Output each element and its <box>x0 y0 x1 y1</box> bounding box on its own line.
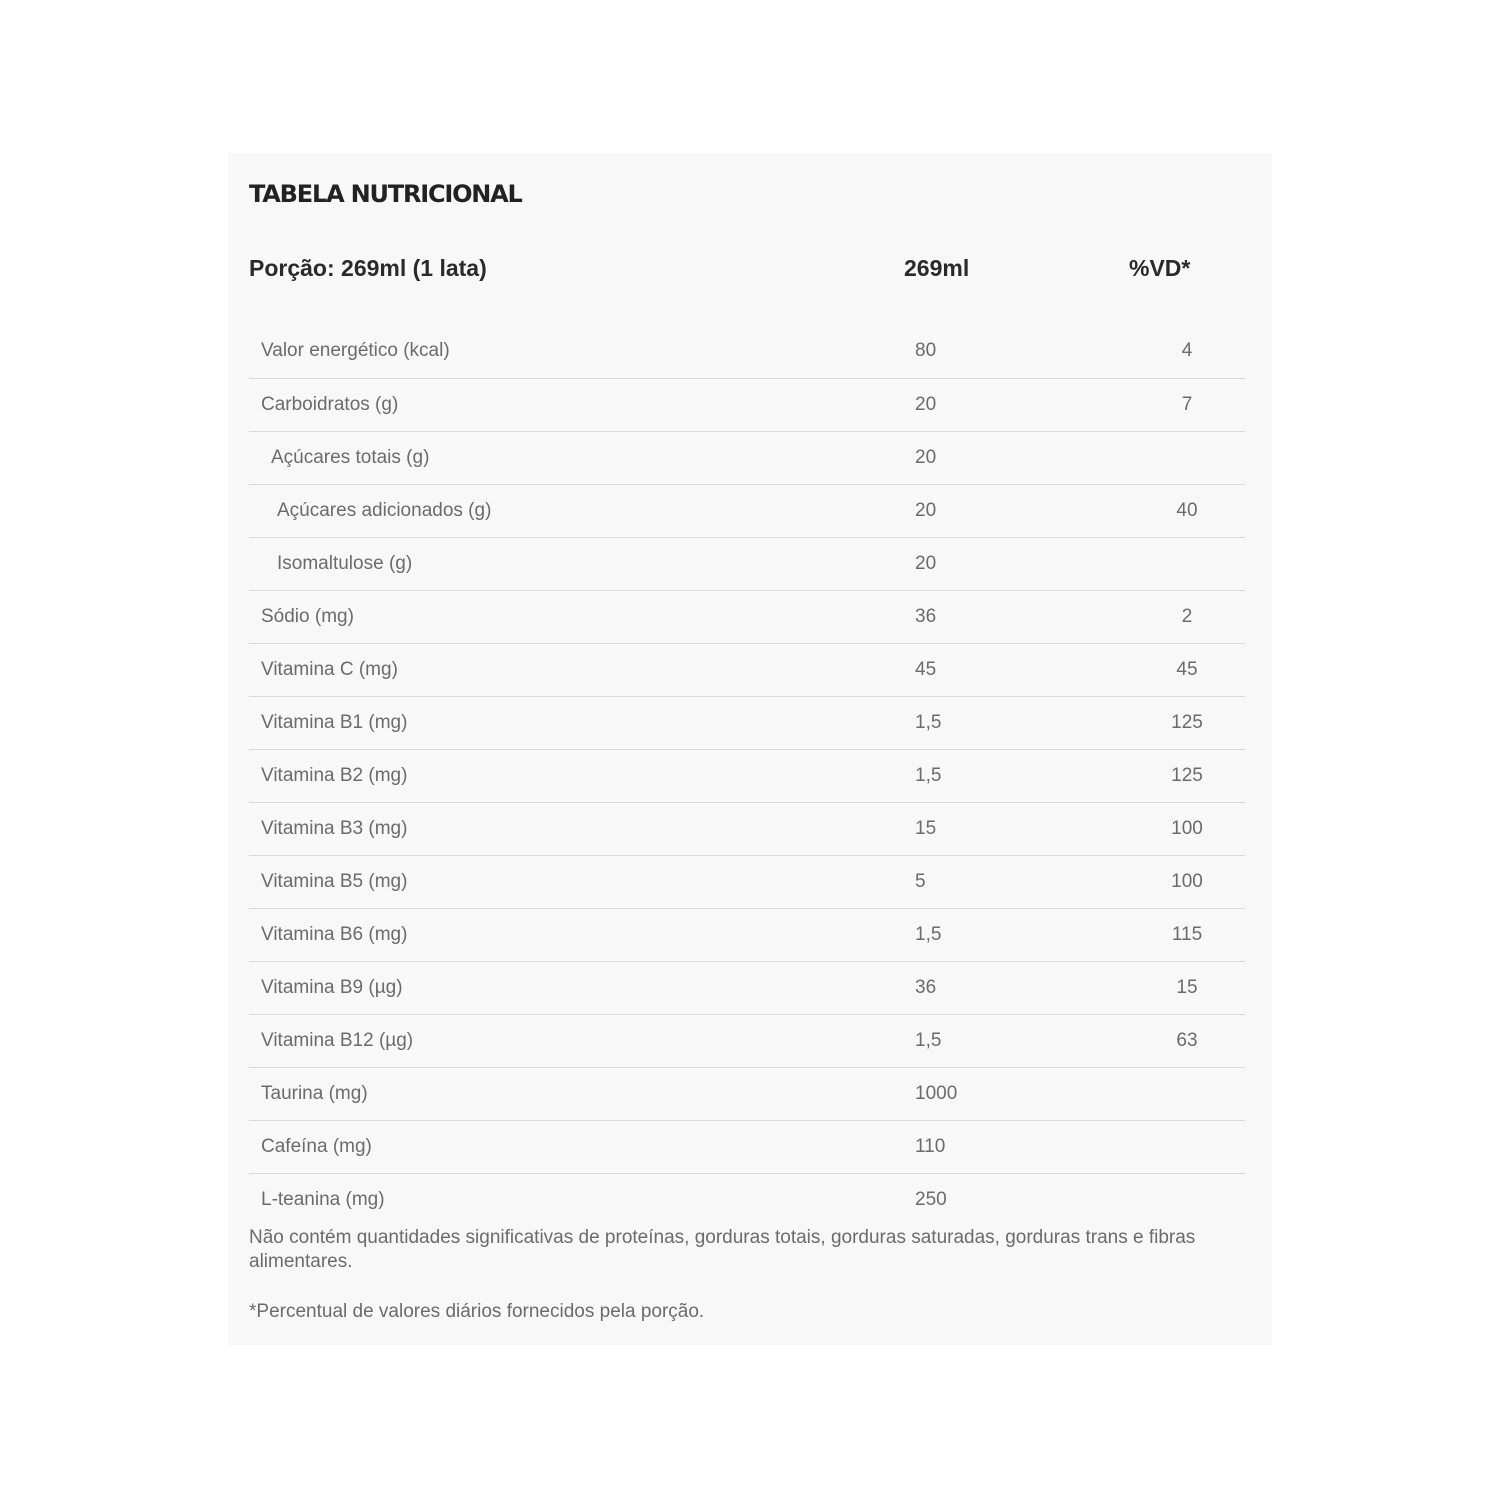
nutrient-amount: 36 <box>915 606 937 627</box>
table-header-row <box>249 245 1245 291</box>
nutrient-name: Carboidratos (g) <box>261 394 399 415</box>
table-row <box>249 696 1245 749</box>
nutrient-daily-value: 63 <box>1176 1030 1198 1051</box>
table-row <box>249 537 1245 590</box>
nutrient-amount: 20 <box>915 394 937 415</box>
nutrient-daily-value: 45 <box>1176 659 1198 680</box>
nutrient-name: Valor energético (kcal) <box>261 340 450 361</box>
nutrient-name: Vitamina B6 (mg) <box>261 924 408 945</box>
table-row <box>249 1120 1245 1173</box>
header-portion: Porção: 269ml (1 lata) <box>249 255 487 281</box>
nutrition-table <box>249 245 1245 1226</box>
header-daily-value: %VD* <box>1129 255 1191 281</box>
table-row <box>249 1173 1245 1226</box>
table-title: TABELA NUTRICIONAL <box>249 180 522 208</box>
nutrient-name: Vitamina B12 (µg) <box>261 1030 414 1051</box>
nutrient-daily-value: 100 <box>1171 871 1203 892</box>
daily-value-footnote: *Percentual de valores diários fornecidos pela porção. <box>249 1301 705 1322</box>
nutrient-amount: 1,5 <box>915 924 942 945</box>
nutrient-amount: 20 <box>915 500 937 521</box>
nutrient-daily-value: 7 <box>1181 394 1193 415</box>
nutrient-amount: 45 <box>915 659 937 680</box>
nutrient-name: Vitamina B9 (µg) <box>261 977 403 998</box>
nutrient-name: Vitamina B2 (mg) <box>261 765 408 786</box>
nutrient-name: Taurina (mg) <box>261 1083 368 1104</box>
nutrient-amount: 110 <box>915 1136 946 1157</box>
nutrient-name: Isomaltulose (g) <box>277 553 413 574</box>
nutrient-amount: 5 <box>915 871 926 892</box>
table-row <box>249 378 1245 431</box>
nutrient-daily-value: 115 <box>1171 924 1203 945</box>
nutrient-name: Vitamina B1 (mg) <box>261 712 408 733</box>
nutrient-amount: 1,5 <box>915 712 942 733</box>
table-row <box>249 749 1245 802</box>
table-row <box>249 590 1245 643</box>
nutrient-amount: 1,5 <box>915 1030 942 1051</box>
nutrient-amount: 36 <box>915 977 937 998</box>
table-row <box>249 855 1245 908</box>
nutrient-name: L-teanina (mg) <box>261 1189 385 1210</box>
header-amount: 269ml <box>904 255 970 281</box>
nutrient-name: Sódio (mg) <box>261 606 354 627</box>
table-row <box>249 431 1245 484</box>
nutrient-amount: 20 <box>915 447 937 468</box>
nutrient-name: Açúcares totais (g) <box>271 447 430 468</box>
table-row <box>249 961 1245 1014</box>
nutrient-daily-value: 125 <box>1171 765 1203 786</box>
table-row <box>249 802 1245 855</box>
nutrition-table-card <box>228 153 1272 1345</box>
table-row <box>249 1014 1245 1067</box>
nutrient-name: Vitamina B3 (mg) <box>261 818 408 839</box>
table-row <box>249 643 1245 696</box>
nutrient-daily-value: 4 <box>1181 340 1193 361</box>
table-row <box>249 325 1245 378</box>
nutrient-name: Vitamina B5 (mg) <box>261 871 408 892</box>
nutrient-amount: 20 <box>915 553 937 574</box>
nutrient-amount: 1000 <box>915 1083 958 1104</box>
nutrient-daily-value: 125 <box>1171 712 1203 733</box>
nutrient-name: Açúcares adicionados (g) <box>277 500 492 521</box>
table-row <box>249 484 1245 537</box>
nutrient-daily-value: 15 <box>1176 977 1198 998</box>
nutrient-amount: 250 <box>915 1189 947 1210</box>
table-row <box>249 908 1245 961</box>
nutrient-amount: 1,5 <box>915 765 942 786</box>
table-row <box>249 1067 1245 1120</box>
nutrient-daily-value: 100 <box>1171 818 1203 839</box>
nutrient-name: Vitamina C (mg) <box>261 659 398 680</box>
nutrient-amount: 15 <box>915 818 937 839</box>
nutrient-rows <box>249 325 1245 1226</box>
nutrient-daily-value: 2 <box>1181 606 1193 627</box>
nutrient-name: Cafeína (mg) <box>261 1136 372 1157</box>
nutrient-amount: 80 <box>915 340 937 361</box>
not-significant-note: Não contém quantidades significativas de proteínas, gorduras totais, gorduras saturadas, gorduras trans e fibras alimentares. <box>249 1227 1196 1272</box>
nutrient-daily-value: 40 <box>1176 500 1198 521</box>
